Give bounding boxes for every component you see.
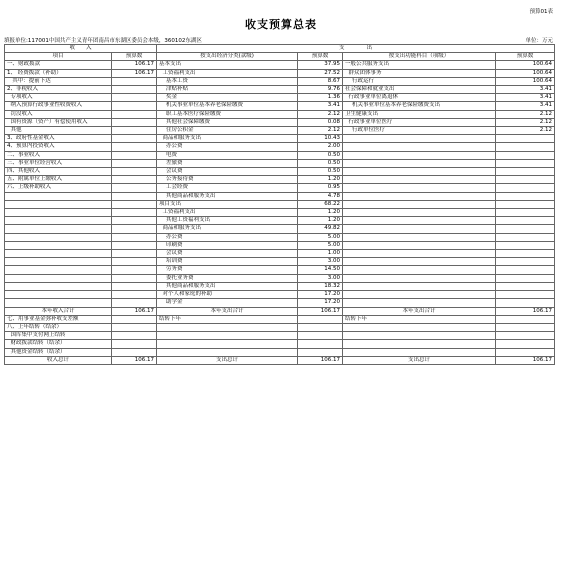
table-cell: 七、用事业基金弥补收支差额 [5,315,112,323]
table-cell [112,291,157,299]
table-cell: 3.00 [298,258,343,266]
table-cell [112,77,157,85]
table-cell: 津贴补贴 [157,86,298,94]
table-cell [112,233,157,241]
table-cell [5,250,112,258]
table-cell [112,94,157,102]
table-cell: 卫生健康支出 [343,110,496,118]
table-cell: 106.17 [496,356,555,364]
table-cell: 2.00 [298,143,343,151]
table-cell [343,250,496,258]
table-cell: 会议费 [157,168,298,176]
table-cell [5,274,112,282]
table-cell [157,340,298,348]
table-cell: 机关事业单位基本养老保险缴费支出 [343,102,496,110]
table-row [5,77,555,85]
table-cell: 基本工资 [157,77,298,85]
table-cell [343,348,496,356]
table-cell [343,241,496,249]
table-cell: 专项收入 [5,94,112,102]
table-cell [112,102,157,110]
table-cell [496,159,555,167]
table-cell [112,168,157,176]
table-row [5,127,555,135]
table-cell: 项目支出 [157,200,298,208]
table-cell: 1.00 [298,250,343,258]
table-cell: 培训费 [157,258,298,266]
table-row [5,233,555,241]
table-cell: 支出总计 [157,356,298,364]
table-cell: 5.00 [298,241,343,249]
table-cell: 六、上级补助收入 [5,184,112,192]
table-cell [343,168,496,176]
table-row [5,61,555,69]
budget-table [4,44,555,365]
table-cell: 68.22 [298,200,343,208]
table-cell [112,184,157,192]
col-header: 预算数 [112,53,157,61]
table-cell [496,143,555,151]
table-cell: 3.41 [298,102,343,110]
table-cell [5,200,112,208]
table-cell [112,110,157,118]
income-header: 收 入 [5,45,157,53]
table-cell: 8.67 [298,77,343,85]
table-cell: 18.32 [298,282,343,290]
table-cell [343,192,496,200]
table-cell [112,118,157,126]
table-cell [112,127,157,135]
table-cell: 住房公积金 [157,127,298,135]
table-cell: 37.95 [298,61,343,69]
table-cell [112,217,157,225]
table-cell [343,233,496,241]
table-cell: 106.17 [112,69,157,77]
table-cell: 商品和服务支出 [157,225,298,233]
table-row [5,291,555,299]
table-cell: 三、事业单位经营收入 [5,159,112,167]
page-title: 收支预算总表 [245,18,317,31]
unit-name: 填报单位:117001中国共产主义青年团南昌市东湖区委员会本级，360102东湖区 [4,38,202,44]
table-cell [343,176,496,184]
table-cell [496,299,555,307]
table-row [5,266,555,274]
table-cell [496,233,555,241]
table-cell [157,348,298,356]
table-cell [298,315,343,323]
table-cell: 其中：提前下达 [5,77,112,85]
table-cell [112,192,157,200]
table-cell [496,241,555,249]
table-cell: 奖金 [157,94,298,102]
table-cell: 劳务费 [157,266,298,274]
table-cell [343,266,496,274]
col-header: 预算数 [496,53,555,61]
table-row [5,176,555,184]
table-cell: 106.17 [112,356,157,364]
table-cell: 群众团体事务 [343,69,496,77]
table-cell [112,250,157,258]
table-cell: 0.95 [298,184,343,192]
table-cell: 一般公共服务支出 [343,61,496,69]
table-row [5,143,555,151]
table-cell [5,291,112,299]
table-cell [5,233,112,241]
table-cell [496,200,555,208]
table-cell: 支出总计 [343,356,496,364]
table-cell: 其他社会保障缴费 [157,118,298,126]
table-cell [496,250,555,258]
table-cell: 办公费 [157,143,298,151]
table-cell: 17.20 [298,291,343,299]
table-cell [496,176,555,184]
table-cell: 106.17 [496,307,555,315]
table-cell: 2.12 [496,110,555,118]
table-cell [496,274,555,282]
table-cell: 本年收入合计 [5,307,112,315]
table-cell [112,323,157,331]
table-cell: 100.64 [496,77,555,85]
table-cell [343,332,496,340]
table-cell [5,209,112,217]
table-cell [496,348,555,356]
col-header: 按支出经济分类(款级) [157,53,298,61]
table-cell [5,266,112,274]
table-cell: 行政单位医疗 [343,127,496,135]
table-cell: 106.17 [298,307,343,315]
table-cell [112,241,157,249]
table-row [5,151,555,159]
table-cell [343,323,496,331]
col-header: 项目 [5,53,112,61]
table-cell [112,274,157,282]
table-row [5,340,555,348]
table-cell: 职工基本医疗保险缴费 [157,110,298,118]
table-cell: 纳入预算行政事业性收费收入 [5,102,112,110]
table-cell: 工资福利支出 [157,69,298,77]
table-row [5,274,555,282]
table-row [5,94,555,102]
table-row [5,258,555,266]
table-row [5,348,555,356]
table-cell [343,299,496,307]
table-cell: 2.12 [496,118,555,126]
table-cell: 2.12 [298,110,343,118]
table-cell [496,192,555,200]
table-cell [496,323,555,331]
table-cell [112,143,157,151]
table-row [5,241,555,249]
table-cell: 17.20 [298,299,343,307]
table-cell [343,184,496,192]
table-cell: 会议费 [157,250,298,258]
currency-unit: 单位：万元 [525,38,553,44]
table-cell [5,241,112,249]
table-cell: 八、上年结转（结余） [5,323,112,331]
table-cell: 二、事业收入 [5,151,112,159]
table-cell: 4、预算内投资收入 [5,143,112,151]
table-cell [5,299,112,307]
table-cell [112,176,157,184]
table-cell: 49.82 [298,225,343,233]
table-cell: 行政事业单位医疗 [343,118,496,126]
table-cell: 1.20 [298,217,343,225]
table-cell [112,225,157,233]
table-cell: 五、附属单位上缴收入 [5,176,112,184]
table-cell [112,266,157,274]
table-cell: 1.20 [298,209,343,217]
table-cell [112,258,157,266]
table-cell: 机关事业单位基本养老保险缴费 [157,102,298,110]
table-cell [112,340,157,348]
table-cell [298,332,343,340]
table-row [5,225,555,233]
table-cell: 工会经费 [157,184,298,192]
table-row [5,323,555,331]
table-cell: 国有资源（资产）有偿使用收入 [5,118,112,126]
table-cell [343,151,496,159]
table-cell [112,86,157,94]
table-cell [298,348,343,356]
table-row [5,159,555,167]
table-cell: 3.41 [496,102,555,110]
table-cell [112,299,157,307]
table-cell [112,135,157,143]
table-cell: 其他资金结转（结余） [5,348,112,356]
table-cell [496,184,555,192]
table-row [5,69,555,77]
table-cell: 2.12 [496,127,555,135]
table-cell: 0.50 [298,168,343,176]
col-header: 预算数 [298,53,343,61]
table-cell: 差旅费 [157,159,298,167]
table-cell [112,282,157,290]
table-cell [343,209,496,217]
table-cell: 结转下年 [343,315,496,323]
table-cell: 100.64 [496,69,555,77]
table-cell: 1.20 [298,176,343,184]
table-cell [496,151,555,159]
table-cell: 其他工资福利支出 [157,217,298,225]
table-cell [112,348,157,356]
table-cell [112,151,157,159]
table-cell: 办公费 [157,233,298,241]
table-cell: 106.17 [112,61,157,69]
table-row [5,250,555,258]
table-row [5,209,555,217]
table-cell: 四、其他收入 [5,168,112,176]
table-cell [496,291,555,299]
table-cell: 结转下年 [157,315,298,323]
table-cell: 2、非税收入 [5,86,112,94]
table-cell: 4.78 [298,192,343,200]
table-cell: 其他 [5,127,112,135]
table-cell [112,315,157,323]
table-cell: 对个人和家庭的补助 [157,291,298,299]
table-cell: 公务接待费 [157,176,298,184]
table-cell: 106.17 [298,356,343,364]
table-cell [157,332,298,340]
table-cell [5,282,112,290]
table-cell [343,258,496,266]
table-cell: 1、 经费拨款（补助） [5,69,112,77]
table-cell [496,282,555,290]
table-cell: 10.43 [298,135,343,143]
table-cell [496,332,555,340]
table-row [5,217,555,225]
table-cell [343,217,496,225]
table-cell: 0.50 [298,151,343,159]
table-cell: 9.76 [298,86,343,94]
table-cell [5,192,112,200]
table-row [5,184,555,192]
table-cell [112,332,157,340]
table-cell: 3.00 [298,274,343,282]
table-cell [343,143,496,151]
table-cell [496,266,555,274]
table-cell [496,135,555,143]
table-cell: 助学金 [157,299,298,307]
table-cell: 100.64 [496,61,555,69]
table-row [5,135,555,143]
table-cell [5,258,112,266]
table-body [5,61,555,365]
table-row [5,168,555,176]
table-cell: 本年支出合计 [157,307,298,315]
table-cell: 财政拨款结转（结余） [5,340,112,348]
table-row [5,315,555,323]
table-row [5,307,555,315]
table-cell: 2.12 [298,127,343,135]
table-cell [343,200,496,208]
table-row [5,192,555,200]
table-row [5,332,555,340]
table-cell [496,168,555,176]
col-header: 按支出功能科目（项级） [343,53,496,61]
table-row [5,282,555,290]
table-row [5,200,555,208]
table-cell [343,159,496,167]
table-cell: 行政运行 [343,77,496,85]
table-cell: 一、财政拨款 [5,61,112,69]
table-cell: 3、政府性基金收入 [5,135,112,143]
table-cell [298,340,343,348]
table-cell [343,225,496,233]
table-cell: 106.17 [112,307,157,315]
expense-header: 支 出 [157,45,555,53]
form-code: 预算01表 [529,9,553,15]
table-cell: 3.41 [496,86,555,94]
table-cell [496,340,555,348]
table-cell [343,274,496,282]
table-cell: 国库集中支付网上结转 [5,332,112,340]
table-row [5,118,555,126]
table-cell: 收入总计 [5,356,112,364]
table-cell [112,159,157,167]
table-cell: 3.41 [496,94,555,102]
table-cell [5,225,112,233]
table-cell: 商品和服务支出 [157,135,298,143]
table-cell [343,135,496,143]
table-cell [496,315,555,323]
table-cell: 基本支出 [157,61,298,69]
table-cell: 本年支出合计 [343,307,496,315]
table-cell: 14.50 [298,266,343,274]
table-cell [343,291,496,299]
table-cell [112,209,157,217]
table-cell: 委托业务费 [157,274,298,282]
table-cell: 0.08 [298,118,343,126]
table-cell: 社会保障和就业支出 [343,86,496,94]
table-cell [343,340,496,348]
table-cell: 工资福利支出 [157,209,298,217]
table-cell [112,200,157,208]
table-cell [496,225,555,233]
table-cell: 其他商品和服务支出 [157,192,298,200]
header-row-2 [5,53,555,61]
table-cell: 电费 [157,151,298,159]
table-cell [496,209,555,217]
table-row [5,299,555,307]
table-cell [496,217,555,225]
table-cell: 5.00 [298,233,343,241]
table-cell [298,323,343,331]
table-cell: 印刷费 [157,241,298,249]
meta-row [4,36,553,44]
table-cell: 行政事业单位离退休 [343,94,496,102]
table-cell: 27.52 [298,69,343,77]
table-cell [157,323,298,331]
table-cell [5,217,112,225]
table-cell: 1.36 [298,94,343,102]
table-cell [343,282,496,290]
table-row [5,86,555,94]
table-cell [496,258,555,266]
table-row [5,356,555,364]
table-cell: 0.50 [298,159,343,167]
table-row [5,102,555,110]
table-cell: 其他商品和服务支出 [157,282,298,290]
table-cell: 罚没收入 [5,110,112,118]
header-row-1 [5,45,555,53]
table-row [5,110,555,118]
